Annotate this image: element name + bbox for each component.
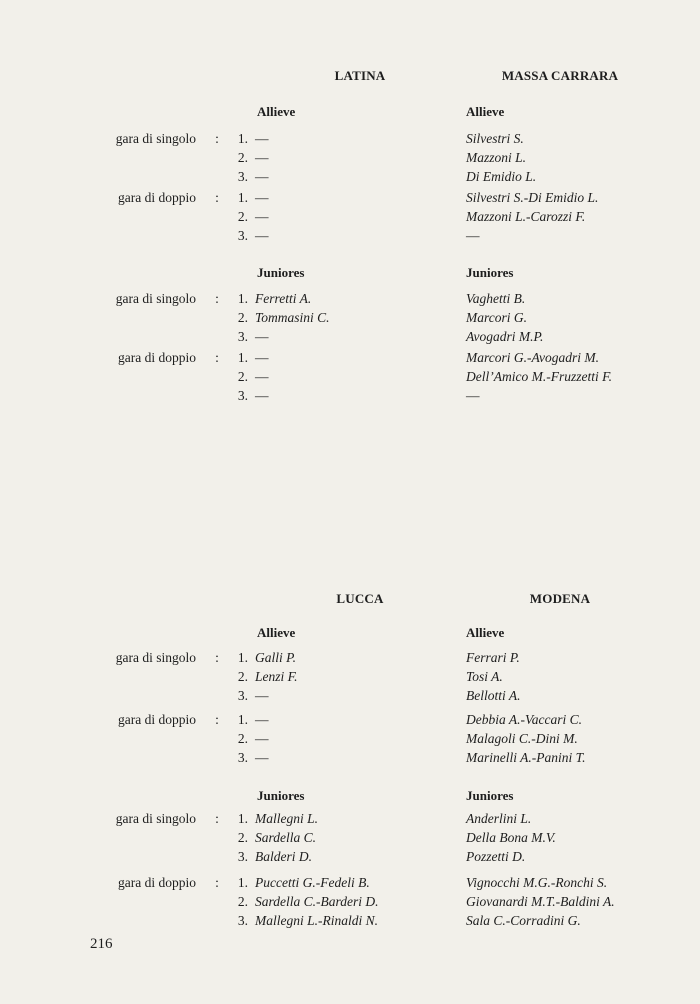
right-group-title: Juniores xyxy=(466,265,514,280)
rank-number: 2. xyxy=(237,310,248,325)
left-result: — xyxy=(255,228,269,243)
left-result: Mallegni L. xyxy=(255,811,318,826)
right-result: Silvestri S.-Di Emidio L. xyxy=(466,190,599,205)
left-result: — xyxy=(255,329,269,344)
left-result: — xyxy=(255,712,269,727)
right-result: Vaghetti B. xyxy=(466,291,526,306)
right-result: Silvestri S. xyxy=(466,131,524,146)
left-result: Sardella C. xyxy=(255,830,317,845)
left-group-title: Allieve xyxy=(257,625,296,640)
left-result: Mallegni L.-Rinaldi N. xyxy=(255,913,378,928)
rank-number: 1. xyxy=(237,291,248,306)
rank-number: 3. xyxy=(237,228,248,243)
right-result: Ferrari P. xyxy=(466,650,520,665)
event-colon: : xyxy=(215,190,219,205)
right-province-heading: MASSA CARRARA xyxy=(501,68,619,83)
right-result: Bellotti A. xyxy=(466,688,521,703)
rank-number: 2. xyxy=(237,731,248,746)
page-number: 216 xyxy=(90,936,113,952)
right-result: Dell’Amico M.-Fruzzetti F. xyxy=(466,369,612,384)
rank-number: 3. xyxy=(237,849,248,864)
rank-number: 1. xyxy=(237,650,248,665)
left-result: — xyxy=(255,131,269,146)
event-colon: : xyxy=(215,350,219,365)
rank-number: 3. xyxy=(237,388,248,403)
left-group-title: Juniores xyxy=(257,265,305,280)
event-label: gara di doppio xyxy=(118,712,196,727)
right-result: Anderlini L. xyxy=(466,811,532,826)
left-result: — xyxy=(255,388,269,403)
left-group-title: Juniores xyxy=(257,788,305,803)
right-group-title: Allieve xyxy=(466,104,505,119)
right-result: — xyxy=(466,388,480,403)
event-colon: : xyxy=(215,875,219,890)
left-province-heading: LATINA xyxy=(334,68,386,83)
right-result: Avogadri M.P. xyxy=(466,329,544,344)
right-result: Marcori G. xyxy=(466,310,527,325)
rank-number: 2. xyxy=(237,894,248,909)
right-result: Debbia A.-Vaccari C. xyxy=(466,712,582,727)
left-result: Lenzi F. xyxy=(255,669,298,684)
right-result: Vignocchi M.G.-Ronchi S. xyxy=(466,875,608,890)
event-colon: : xyxy=(215,712,219,727)
rank-number: 1. xyxy=(237,811,248,826)
left-result: — xyxy=(255,350,269,365)
rank-number: 2. xyxy=(237,209,248,224)
rank-number: 1. xyxy=(237,350,248,365)
rank-number: 1. xyxy=(237,131,248,146)
left-result: Balderi D. xyxy=(255,849,312,864)
left-result: — xyxy=(255,750,269,765)
rank-number: 3. xyxy=(237,688,248,703)
right-result: Malagoli C.-Dini M. xyxy=(466,731,578,746)
left-result: — xyxy=(255,369,269,384)
right-result: Mazzoni L. xyxy=(466,150,527,165)
left-result: — xyxy=(255,731,269,746)
event-label: gara di doppio xyxy=(118,875,196,890)
rank-number: 1. xyxy=(237,875,248,890)
right-group-title: Juniores xyxy=(466,788,514,803)
left-result: — xyxy=(255,209,269,224)
left-result: Ferretti A. xyxy=(255,291,312,306)
right-result: Di Emidio L. xyxy=(466,169,537,184)
right-result: Mazzoni L.-Carozzi F. xyxy=(466,209,586,224)
rank-number: 2. xyxy=(237,369,248,384)
event-colon: : xyxy=(215,131,219,146)
event-label: gara di singolo xyxy=(115,650,196,665)
event-colon: : xyxy=(215,291,219,306)
left-result: Sardella C.-Barderi D. xyxy=(255,894,379,909)
rank-number: 3. xyxy=(237,750,248,765)
rank-number: 3. xyxy=(237,329,248,344)
right-result: Tosi A. xyxy=(466,669,503,684)
rank-number: 3. xyxy=(237,169,248,184)
rank-number: 2. xyxy=(237,669,248,684)
right-result: Marcori G.-Avogadri M. xyxy=(466,350,599,365)
event-label: gara di doppio xyxy=(118,350,196,365)
right-result: Marinelli A.-Panini T. xyxy=(466,750,586,765)
event-label: gara di singolo xyxy=(115,291,196,306)
rank-number: 2. xyxy=(237,150,248,165)
left-result: Tommasini C. xyxy=(255,310,330,325)
event-colon: : xyxy=(215,811,219,826)
right-group-title: Allieve xyxy=(466,625,505,640)
rank-number: 1. xyxy=(237,190,248,205)
event-label: gara di doppio xyxy=(118,190,196,205)
right-result: Pozzetti D. xyxy=(466,849,526,864)
left-province-heading: LUCCA xyxy=(336,591,384,606)
left-result: Puccetti G.-Fedeli B. xyxy=(255,875,370,890)
left-group-title: Allieve xyxy=(257,104,296,119)
right-result: Della Bona M.V. xyxy=(466,830,556,845)
left-result: — xyxy=(255,150,269,165)
right-result: Sala C.-Corradini G. xyxy=(466,913,581,928)
event-label: gara di singolo xyxy=(115,131,196,146)
left-result: — xyxy=(255,688,269,703)
left-result: Galli P. xyxy=(255,650,297,665)
right-province-heading: MODENA xyxy=(529,591,591,606)
left-result: — xyxy=(255,169,269,184)
rank-number: 2. xyxy=(237,830,248,845)
event-label: gara di singolo xyxy=(115,811,196,826)
left-result: — xyxy=(255,190,269,205)
rank-number: 3. xyxy=(237,913,248,928)
right-result: — xyxy=(466,228,480,243)
event-colon: : xyxy=(215,650,219,665)
rank-number: 1. xyxy=(237,712,248,727)
right-result: Giovanardi M.T.-Baldini A. xyxy=(466,894,615,909)
